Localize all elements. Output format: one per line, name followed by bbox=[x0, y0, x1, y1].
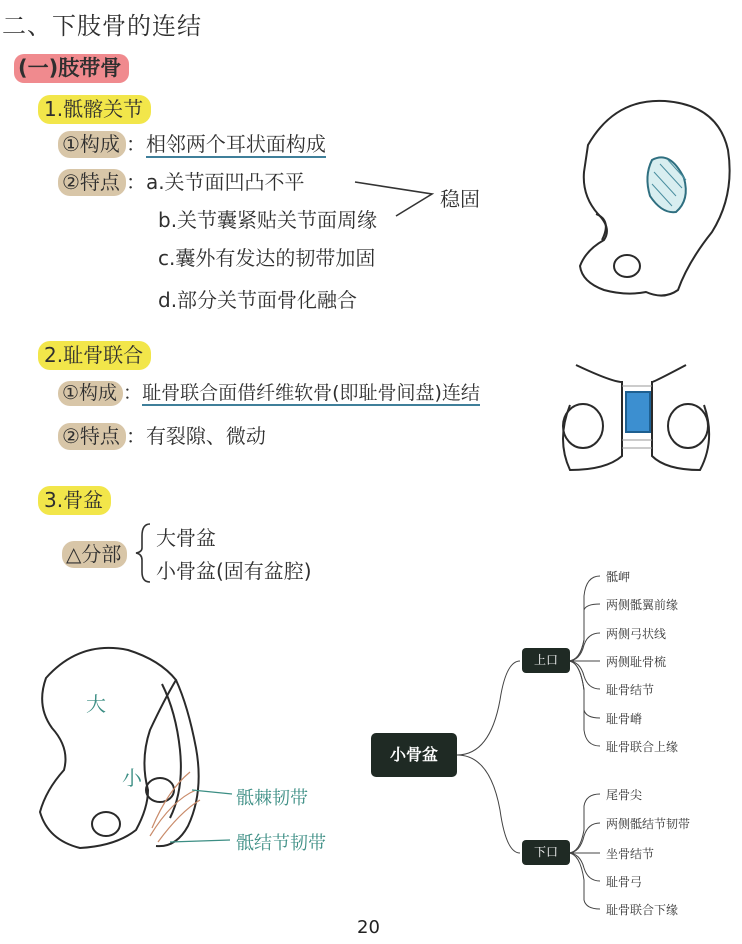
label-small-pelvis: 小 bbox=[122, 766, 142, 790]
label-sacrotuberous-ligament: 骶结节韧带 bbox=[236, 833, 326, 854]
mindmap-lower-node: 下口 bbox=[522, 840, 570, 865]
part2-composition-text: 耻骨联合面借纤维软骨(即耻骨间盘)连结 bbox=[142, 382, 480, 404]
part2-composition-label: ①构成 bbox=[58, 381, 123, 406]
part1-composition-label: ①构成 bbox=[58, 131, 126, 158]
pelvis-drawing bbox=[40, 648, 232, 848]
page-title: 二、下肢骨的连结 bbox=[2, 12, 202, 40]
hip-bone-drawing bbox=[580, 101, 730, 296]
mindmap-upper-item: 两侧骶翼前缘 bbox=[606, 598, 679, 612]
part1-feature-c-text: c.囊外有发达的韧带加固 bbox=[158, 246, 376, 270]
part1-feature-a: a.关节面凹凸不平 bbox=[145, 170, 305, 194]
part2-features-label: ②特点 bbox=[58, 423, 126, 450]
mindmap-upper-item: 耻骨嵴 bbox=[606, 712, 643, 726]
section-heading-text: (一)肢带骨 bbox=[14, 54, 129, 83]
part3-division-label-text: △分部 bbox=[62, 541, 127, 568]
part2-heading-text: 2.耻骨联合 bbox=[38, 341, 151, 370]
part1-features-label: ②特点 bbox=[58, 169, 126, 196]
mindmap-lower-item: 耻骨弓 bbox=[606, 875, 643, 889]
part1-features: ②特点 ：a.关节面凹凸不平 bbox=[58, 166, 305, 195]
part1-feature-b: b.关节囊紧贴关节面周缘 bbox=[158, 208, 378, 232]
mindmap-upper-item: 耻骨联合上缘 bbox=[606, 740, 679, 754]
division-brace bbox=[136, 524, 150, 582]
mindmap-lower-item: 耻骨联合下缘 bbox=[606, 903, 679, 917]
mindmap-upper-item: 两侧弓状线 bbox=[606, 627, 667, 641]
feature-bracket-line bbox=[355, 182, 432, 216]
mindmap-root: 小骨盆 bbox=[371, 733, 457, 777]
bracket-result: 稳固 bbox=[440, 187, 480, 211]
division-big: 大骨盆 bbox=[156, 526, 216, 550]
mindmap-lower-item: 坐骨结节 bbox=[606, 847, 655, 861]
division-small: 小骨盆(固有盆腔) bbox=[156, 559, 312, 583]
part1-feature-d: d.部分关节面骨化融合 bbox=[158, 288, 358, 312]
mindmap-lower-item: 两侧骶结节韧带 bbox=[606, 817, 691, 831]
mindmap-upper-item: 骶岬 bbox=[606, 570, 631, 584]
part1-composition-text: 相邻两个耳状面构成 bbox=[145, 132, 326, 156]
mindmap-upper-item: 两侧耻骨梳 bbox=[606, 655, 667, 669]
label-big-pelvis: 大 bbox=[86, 692, 106, 716]
part1-heading-text: 1.骶髂关节 bbox=[38, 95, 151, 124]
label-sacrospinous-ligament: 骶棘韧带 bbox=[236, 788, 308, 809]
mindmap-upper-item: 耻骨结节 bbox=[606, 683, 655, 697]
page-number: 20 bbox=[357, 917, 380, 938]
mindmap-upper-node: 上口 bbox=[522, 648, 570, 673]
part3-heading-text: 3.骨盆 bbox=[38, 486, 111, 515]
part2-composition: ①构成 ：耻骨联合面借纤维软骨(即耻骨间盘)连结 bbox=[58, 378, 480, 405]
mindmap-lower-item: 尾骨尖 bbox=[606, 788, 643, 802]
part1-composition: ①构成 ：相邻两个耳状面构成 bbox=[58, 128, 326, 157]
part2-features: ②特点 ：有裂隙、微动 bbox=[58, 420, 266, 449]
pubic-symphysis-drawing bbox=[563, 365, 709, 470]
part2-features-text: 有裂隙、微动 bbox=[145, 424, 266, 448]
